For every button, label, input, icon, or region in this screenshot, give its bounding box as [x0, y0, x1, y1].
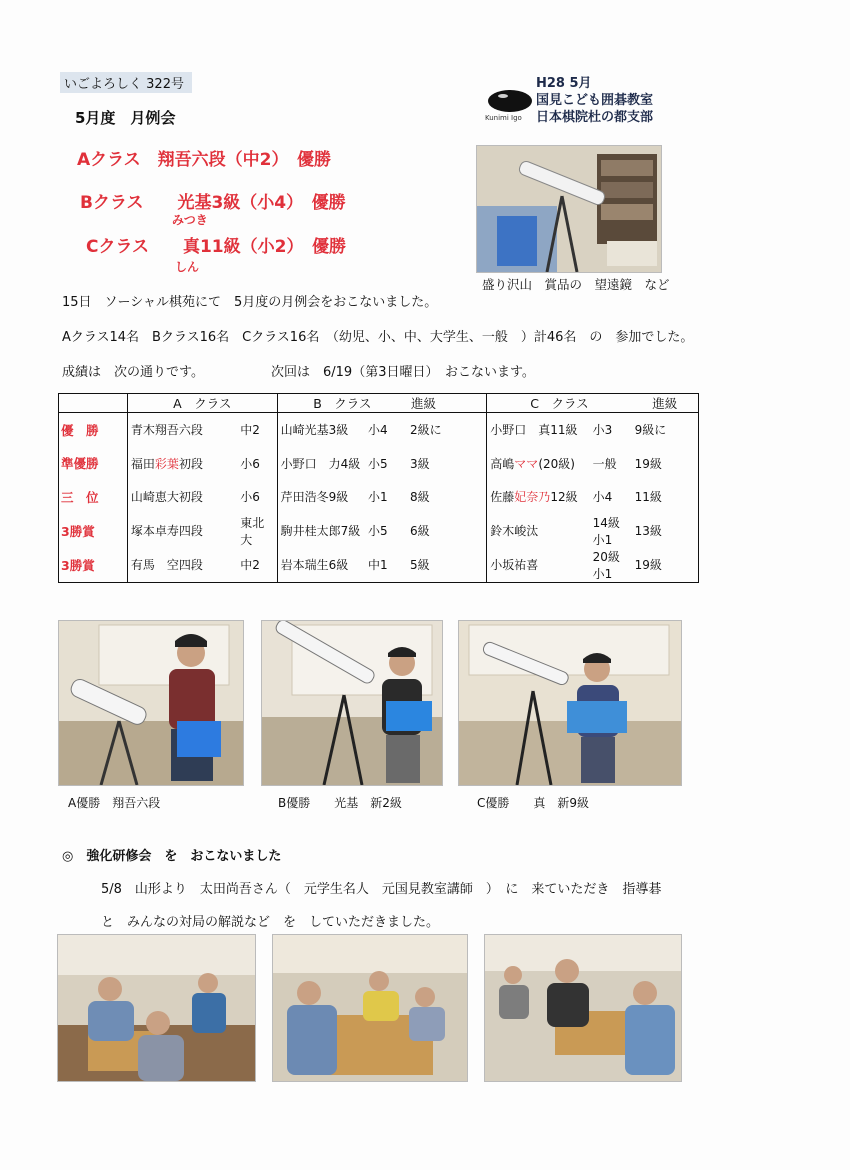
- a-player: 有馬 空四段: [130, 558, 203, 572]
- rank-cell: 3勝賞: [59, 548, 128, 583]
- table-row: [59, 447, 699, 481]
- b-grade: 小4: [368, 423, 388, 438]
- issue-tag: [60, 72, 192, 93]
- b-promotion: 2級に: [407, 413, 487, 447]
- school-header: [536, 75, 653, 126]
- a-winner-photo: [58, 620, 244, 786]
- rank-cell: 準優勝: [59, 447, 128, 481]
- results-table: [58, 393, 699, 583]
- c-class-header: C クラス: [487, 394, 632, 413]
- a-player: 福田彩葉初段: [130, 456, 203, 471]
- training-line-1: 5/8 山形より 太田尚吾さん（ 元学生名人 元国見教室講師 ） に 来ていただき 指導碁: [101, 882, 662, 897]
- table-header-row: [59, 394, 699, 413]
- table-row: [59, 480, 699, 514]
- c-grade: 小3: [592, 423, 613, 438]
- intro-line-1: 15日 ソーシャル棋苑にて 5月度の月例会をおこないました。: [62, 295, 438, 310]
- training-line-2: と みんなの対局の解説など を していただきました。: [101, 915, 440, 930]
- rank-header: [59, 394, 128, 413]
- training-photo-3: [484, 934, 682, 1082]
- c-player: 高嶋ママ(20級): [490, 456, 575, 471]
- go-stone-shine: [498, 94, 508, 98]
- b-player: 山崎光基3級: [280, 423, 349, 438]
- winner-b-class: Bクラス 光基3級（小4） 優勝: [80, 193, 346, 213]
- b-player: 駒井桂太郎7級: [280, 524, 361, 538]
- winner-c-class: Cクラス 真11級（小2） 優勝: [86, 237, 346, 257]
- table-row: [59, 413, 699, 447]
- b-grade: 中1: [368, 558, 388, 572]
- c-winner-photo: [458, 620, 682, 786]
- table-row: [59, 514, 699, 548]
- training-title: ◎ 強化研修会 を おこないました: [62, 849, 282, 864]
- intro-line-2: Aクラス14名 Bクラス16名 Cクラス16名 （幼児、小、中、大学生、一般 ）計46名 の 参加でした。: [62, 330, 694, 345]
- c-grade: 14級 小1: [592, 515, 632, 547]
- a-player: 塚本卓寿四段: [130, 524, 203, 538]
- b-grade: 小5: [368, 456, 388, 471]
- rank-cell: 3勝賞: [59, 514, 128, 548]
- c-promotion: 9級に: [634, 423, 667, 438]
- month-title: 5月度 月例会: [75, 109, 176, 127]
- b-winner-caption: B優勝 光基 新2級: [278, 796, 402, 810]
- c-promotion: 11級: [634, 490, 662, 505]
- a-class-header: A クラス: [127, 394, 277, 413]
- c-promotion: 19級: [634, 558, 662, 572]
- prize-caption: 盛り沢山 賞品の 望遠鏡 など: [482, 277, 670, 292]
- c-player: 佐藤妃奈乃12級: [490, 490, 578, 505]
- b-promotion: 8級: [407, 480, 487, 514]
- c-grade: 一般: [592, 456, 617, 471]
- b-winner-photo: [261, 620, 443, 786]
- kunimi-igo-logo: [484, 80, 544, 125]
- a-grade: 東北大: [237, 514, 277, 548]
- a-grade: 中2: [237, 548, 277, 583]
- b-player: 芹田浩冬9級: [280, 490, 349, 505]
- c-winner-caption: C優勝 真 新9級: [477, 796, 590, 810]
- b-promotion: 5級: [407, 548, 487, 583]
- table-row: [59, 548, 699, 583]
- c-player: 小野口 真11級: [490, 423, 578, 438]
- go-stone-icon: [488, 90, 532, 112]
- b-promotion: 6級: [407, 514, 487, 548]
- intro-line-3b: 次回は 6/19（第3日曜日） おこないます。: [271, 365, 535, 380]
- rank-cell: 三 位: [59, 480, 128, 514]
- b-player: 岩本瑞生6級: [280, 558, 349, 572]
- c-player: 小坂祐喜: [490, 558, 539, 572]
- a-winner-caption: A優勝 翔吾六段: [68, 796, 161, 810]
- c-promotion: 13級: [634, 524, 662, 538]
- c-grade: 20級 小1: [592, 549, 632, 581]
- header-branch: 日本棋院杜の都支部: [536, 110, 654, 125]
- training-photo-2: [272, 934, 468, 1082]
- a-player: 山崎恵大初段: [130, 490, 203, 505]
- b-promotion-header: 進級: [407, 394, 487, 413]
- a-grade: 中2: [237, 413, 277, 447]
- b-grade: 小5: [368, 524, 388, 538]
- logo-text: Kunimi Igo: [485, 114, 522, 122]
- b-grade: 小1: [368, 490, 388, 505]
- winner-c-reading: しん: [175, 260, 200, 274]
- c-promotion-header: 進級: [632, 394, 699, 413]
- issue-title: いごよろしく: [64, 77, 143, 92]
- b-player: 小野口 力4級: [280, 456, 361, 471]
- c-promotion: 19級: [634, 456, 662, 471]
- issue-number: 322号: [146, 77, 184, 92]
- a-player: 青木翔吾六段: [130, 423, 203, 438]
- c-player: 鈴木峻汰: [490, 524, 539, 538]
- a-grade: 小6: [237, 447, 277, 481]
- b-promotion: 3級: [407, 447, 487, 481]
- a-grade: 小6: [237, 480, 277, 514]
- header-date: H28 5月: [536, 76, 592, 91]
- training-photo-1: [57, 934, 256, 1082]
- rank-cell: 優 勝: [59, 413, 128, 447]
- winner-b-reading: みつき: [172, 213, 208, 227]
- b-class-header: B クラス: [277, 394, 407, 413]
- winner-a-class: Aクラス 翔吾六段（中2） 優勝: [77, 150, 331, 170]
- header-school: 国見こども囲碁教室: [536, 93, 654, 108]
- intro-line-3a: 成績は 次の通りです。: [62, 365, 204, 380]
- c-grade: 小4: [592, 490, 613, 505]
- prize-telescope-photo: [476, 145, 662, 273]
